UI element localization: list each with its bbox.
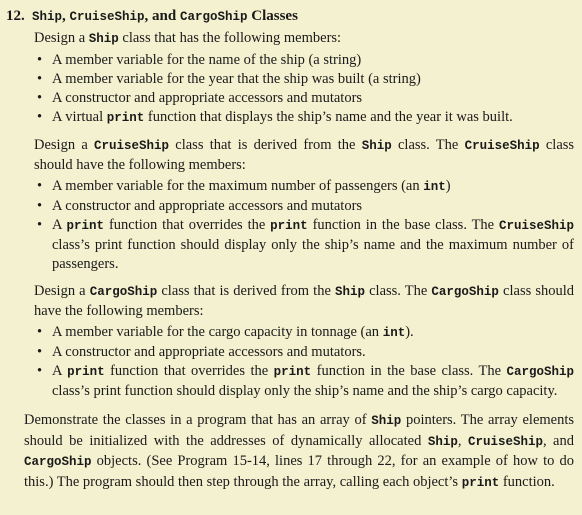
list-item-text: function that displays the ship’s name and the year it was built. [147, 109, 513, 125]
closing-paragraph [24, 411, 574, 493]
text: , and [542, 432, 574, 449]
list-item [34, 89, 574, 108]
list-item [34, 51, 574, 70]
code-cruiseship: CruiseShip [467, 434, 543, 449]
list-item-text: function in the base class. The [316, 363, 502, 379]
text: pointers. The array elements should be initialized with the addresses of dynamically allocated [24, 412, 575, 449]
list-item-text: function that overrides the [108, 217, 266, 233]
text: class should have the following members: [34, 283, 575, 319]
bullet-icon: • [37, 71, 43, 87]
cruiseship-members-list [34, 177, 574, 274]
code-ship: Ship [371, 414, 402, 428]
list-item [34, 343, 574, 362]
ship-intro [34, 29, 574, 49]
text: class. The [369, 283, 428, 299]
code-print: print [461, 475, 500, 490]
code-ship: Ship [334, 285, 365, 299]
list-item [34, 362, 574, 401]
list-item [34, 70, 574, 89]
list-item-text: A member variable for the maximum number of passengers (an [52, 178, 420, 194]
list-item-text: A constructor and appropriate accessors and mutators [52, 198, 363, 214]
list-item-text: A member variable for the year that the ship was built (a string) [52, 71, 421, 87]
code-cruiseship: CruiseShip [464, 139, 540, 153]
text: class that has the following members: [122, 30, 342, 46]
text: class should have the following members: [34, 137, 575, 173]
text: Demonstrate the classes in a program that has an array of [24, 412, 367, 428]
code-print: print [106, 111, 145, 125]
text: objects. (See Program 15-14, lines 17 through 22, for an example of how to do this.) The program should then step through the array, calling each object’s [24, 453, 574, 490]
list-item [34, 216, 574, 274]
list-item-text: A constructor and appropriate accessors and mutators [52, 90, 363, 106]
list-item [34, 177, 574, 197]
cruiseship-intro [34, 136, 574, 175]
list-item-text: ) [445, 178, 451, 194]
heading-class-ship: Ship [32, 10, 63, 24]
text: Design a [34, 137, 88, 153]
list-item-text: A [52, 217, 62, 233]
text: class that is derived from the [175, 137, 356, 153]
heading-separator: , [62, 8, 66, 24]
list-item-text: A [52, 363, 62, 379]
text: Design a [34, 30, 86, 46]
bullet-icon: • [37, 109, 43, 125]
cargoship-intro [34, 282, 574, 321]
list-item-text: class’s print function should display only the ship’s name and the maximum number of passengers. [52, 237, 574, 272]
code-ship: Ship [427, 434, 458, 449]
bullet-icon: • [37, 324, 43, 340]
code-cargoship: CargoShip [89, 285, 158, 299]
list-item-text: A member variable for the name of the ship (a string) [52, 52, 362, 68]
list-item-text: class’s print function should display only the ship’s name and the ship’s cargo capacity. [52, 383, 558, 399]
list-item-text: function that overrides the [110, 363, 269, 379]
list-item-text: ). [405, 324, 414, 340]
list-item [34, 197, 574, 216]
exercise-heading [6, 6, 574, 27]
list-item [34, 108, 574, 128]
code-cruiseship: CruiseShip [94, 139, 170, 153]
code-ship: Ship [361, 139, 392, 153]
exercise-number: 12. [6, 8, 25, 24]
ship-members-list [34, 51, 574, 128]
bullet-icon: • [37, 178, 43, 194]
text: , [457, 432, 462, 449]
code-print: print [270, 219, 308, 233]
text: class that is derived from the [161, 283, 331, 299]
list-item-text: A virtual [52, 109, 104, 125]
cargoship-members-list [34, 323, 574, 401]
code-print: print [66, 219, 105, 233]
bullet-icon: • [37, 52, 43, 68]
text: function. [502, 473, 555, 490]
code-print: print [67, 365, 105, 379]
bullet-icon: • [37, 90, 43, 106]
heading-suffix: Classes [251, 8, 298, 24]
bullet-icon: • [37, 363, 43, 379]
code-cargoship: CargoShip [24, 455, 92, 469]
bullet-icon: • [37, 344, 43, 360]
code-int: int [382, 326, 406, 340]
text: class. The [398, 137, 459, 153]
code-cargoship: CargoShip [431, 285, 499, 299]
list-item [34, 323, 574, 343]
list-item-text: A member variable for the cargo capacity in tonnage (an [52, 324, 380, 340]
text: Design a [34, 283, 86, 299]
list-item-text: function in the base class. The [312, 217, 495, 233]
heading-class-cruiseship: CruiseShip [69, 10, 145, 24]
code-print: print [273, 365, 312, 379]
code-ship: Ship [88, 32, 119, 46]
code-int: int [423, 180, 446, 194]
code-cruiseship: CruiseShip [498, 219, 574, 233]
code-cargoship: CargoShip [506, 365, 575, 379]
list-item-text: A constructor and appropriate accessors and mutators. [52, 344, 366, 360]
heading-separator: , and [144, 8, 177, 24]
heading-class-cargoship: CargoShip [179, 10, 248, 24]
bullet-icon: • [37, 198, 43, 214]
bullet-icon: • [37, 217, 43, 233]
